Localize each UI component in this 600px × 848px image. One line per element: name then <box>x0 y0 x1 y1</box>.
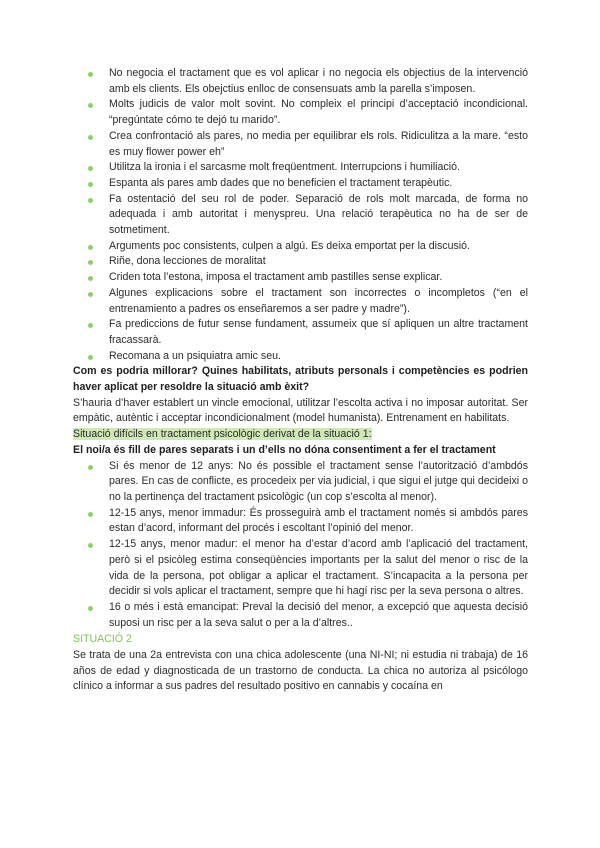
list-item: Fa ostentació del seu rol de poder. Separació de rols molt marcada, de forma no adequada i amb autoritat i menyspreu. Una relació terapèutica no ha de ser de sotmetiment. <box>73 192 528 239</box>
list-item: Arguments poc consistents, culpen a algú. Es deixa emportat per la discusió. <box>73 239 528 255</box>
improvement-question: Com es podria millorar? Quines habilitats, atributs personals i competències es podrien haver aplicat per resoldre la situació amb èxit? <box>73 365 528 394</box>
improvement-answer: S’hauria d’haver establert un vincle emocional, utilitzar l’escolta activa i no imposar autoritat. Ser empàtic, autèntic i acceptar incondicionalment (model humanista). Entrenament en habilitats. <box>73 396 528 425</box>
list-item: Criden tota l’estona, imposa el tractament amb pastilles sense explicar. <box>73 270 528 286</box>
list-item: 12-15 anys, menor immadur: És prosseguirà amb el tractament només si ambdós pares estan d’acord, informant del procés i escoltant l’opinió del menor. <box>73 506 528 537</box>
list-item: Utilitza la ironia i el sarcasme molt freqüentment. Interrupcions i humiliació. <box>73 160 528 176</box>
bullet-icon <box>88 276 93 281</box>
bullet-icon <box>88 543 93 548</box>
bullet-icon <box>88 245 93 250</box>
list-item: Fa prediccions de futur sense fundament, assumeix que sí apliquen un altre tractament fracassarà. <box>73 317 528 348</box>
age-cases-list <box>73 459 528 632</box>
list-item: Riñe, dona lecciones de moralitat <box>73 254 528 270</box>
list-item: 12-15 anys, menor madur: el menor ha d’estar d’acord amb l’aplicació del tractament, però si el psicòleg estima conseqüències importants per la salut del menor o risc de la vida de la persona, pot obligar a aplicar el tractament. S’incapacita a la persona per decidir si vols aplicar el tractament, sempre que hi hagí risc per la seva persona o altres. <box>73 537 528 600</box>
criticism-list <box>73 66 528 364</box>
section-subheading: El noi/a és fill de pares separats i un d’ells no dóna consentiment a fer el tractament <box>73 443 496 456</box>
list-item: Crea confrontació als pares, no media per equilibrar els rols. Ridiculitza a la mare. “esto es muy flower power eh” <box>73 129 528 160</box>
situation-2-title: SITUACIÓ 2 <box>73 633 132 646</box>
bullet-icon <box>88 198 93 203</box>
bullet-icon <box>88 103 93 108</box>
list-item: Si és menor de 12 anys: No és possible el tractament sense l’autorització d’ambdós pares. En cas de conflicte, es procedeix per via judicial, i que sigui el jutge qui decideixi o no la pertinença del tractament psicològic (un cop s’escolta al menor). <box>73 459 528 506</box>
bullet-icon <box>88 355 93 360</box>
bullet-icon <box>88 260 93 265</box>
list-item: Espanta als pares amb dades que no beneficien el tractament terapèutic. <box>73 176 528 192</box>
highlighted-heading: Situació difícils en tractament psicològic derivat de la situació 1: <box>73 428 372 441</box>
bullet-icon <box>88 465 93 470</box>
bullet-icon <box>88 292 93 297</box>
list-item: Algunes explicacions sobre el tractament son incorrectes o incompletos (“en el entrenamiento a padres os enseñaremos a ser padre y madre”). <box>73 286 528 317</box>
bullet-icon <box>88 606 93 611</box>
list-item: 16 o més i està emancipat: Preval la decisió del menor, a excepció que aquesta decisió suposi un risc per a la seva salut o per a la d’altres.. <box>73 600 528 631</box>
bullet-icon <box>88 323 93 328</box>
bullet-icon <box>88 166 93 171</box>
section-heading <box>73 427 528 443</box>
list-item: Molts judicis de valor molt sovint. No compleix el principi d’acceptació incondicional. “pregúntate cómo te dejó tu marido”. <box>73 97 528 128</box>
situation-2-text: Se trata de una 2a entrevista con una chica adolescente (una NI-NI; ni estudia ni trabaja) de 16 años de edad y diagnosticada de un trastorno de conducta. La chica no autoriza al psicólogo clínico a informar a sus padres del resultado positivo en cannabis y cocaína en <box>73 649 528 693</box>
bullet-icon <box>88 135 93 140</box>
document-body <box>73 66 528 695</box>
list-item: No negocia el tractament que es vol aplicar i no negocia els objectius de la intervenció amb els clients. Els obejctius enlloc de consensuats amb la parella s’imposen. <box>73 66 528 97</box>
bullet-icon <box>88 72 93 77</box>
list-item: Recomana a un psiquiatra amic seu. <box>73 349 528 365</box>
bullet-icon <box>88 182 93 187</box>
bullet-icon <box>88 512 93 517</box>
